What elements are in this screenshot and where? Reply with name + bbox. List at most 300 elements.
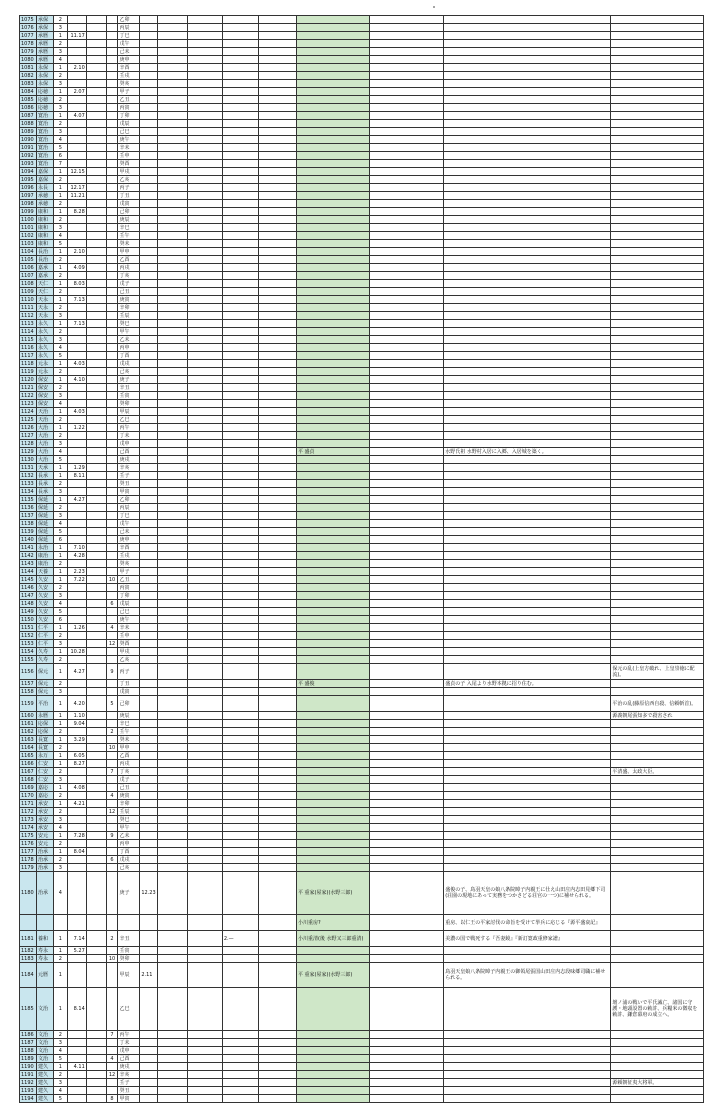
note-cell — [222, 1063, 259, 1071]
blank-cell — [157, 792, 188, 800]
blank-cell — [86, 432, 106, 440]
blank-cell — [157, 240, 188, 248]
era-year-cell: 1 — [53, 1063, 67, 1071]
blank-cell — [370, 600, 444, 608]
note-cell — [222, 224, 259, 232]
person-cell — [296, 96, 369, 104]
note-cell — [222, 64, 259, 72]
blank-cell — [259, 1079, 297, 1087]
description-cell — [444, 400, 611, 408]
date-cell — [140, 504, 157, 512]
era-year-cell: 5 — [53, 528, 67, 536]
description-cell — [444, 288, 611, 296]
kanshi-cell: 癸酉 — [118, 160, 140, 168]
era-year-cell: 1 — [53, 424, 67, 432]
person-cell — [296, 344, 369, 352]
description-cell — [444, 368, 611, 376]
table-row — [20, 192, 704, 200]
blank-cell — [157, 963, 188, 988]
blank-cell — [259, 832, 297, 840]
description-cell — [444, 600, 611, 608]
blank-cell — [259, 600, 297, 608]
leap-month-cell — [106, 344, 118, 352]
blank-cell — [259, 736, 297, 744]
blank-cell — [259, 64, 297, 72]
era-change-date-cell — [67, 768, 86, 776]
year-cell: 1176 — [20, 840, 37, 848]
description-cell — [444, 856, 611, 864]
date-cell — [140, 528, 157, 536]
event-cell — [611, 816, 704, 824]
person-cell — [296, 232, 369, 240]
note-cell — [222, 624, 259, 632]
era-cell: 安元 — [36, 840, 53, 848]
era-year-cell: 1 — [53, 552, 67, 560]
description-cell — [444, 120, 611, 128]
table-row — [20, 736, 704, 744]
era-change-date-cell: 4.21 — [67, 800, 86, 808]
person-cell: 平 重家(屋家)(水野三郎) — [296, 872, 369, 915]
note-cell: 2.— — [222, 931, 259, 947]
era-change-date-cell: 12.15 — [67, 168, 86, 176]
kanshi-cell: 戊申 — [118, 440, 140, 448]
era-change-date-cell — [67, 96, 86, 104]
event-cell — [611, 72, 704, 80]
blank-cell — [157, 744, 188, 752]
leap-month-cell — [106, 304, 118, 312]
kanshi-cell: 乙未 — [118, 832, 140, 840]
description-cell — [444, 472, 611, 480]
description-cell — [444, 200, 611, 208]
leap-month-cell — [106, 656, 118, 664]
person-cell — [296, 128, 369, 136]
description-cell — [444, 432, 611, 440]
era-change-date-cell — [67, 392, 86, 400]
note-cell — [222, 712, 259, 720]
date-cell — [140, 24, 157, 32]
person-cell — [296, 440, 369, 448]
era-year-cell: 2 — [53, 328, 67, 336]
era-year-cell: 3 — [53, 392, 67, 400]
description-cell — [444, 264, 611, 272]
era-cell: 嘉保 — [36, 168, 53, 176]
era-year-cell: 2 — [53, 856, 67, 864]
blank-cell — [157, 955, 188, 963]
event-cell — [611, 592, 704, 600]
note-cell — [222, 120, 259, 128]
kanshi-cell: 庚申 — [118, 56, 140, 64]
blank-cell — [188, 768, 223, 776]
kanshi-cell: 甲申 — [118, 248, 140, 256]
blank-cell — [370, 328, 444, 336]
description-cell — [444, 848, 611, 856]
era-cell: 天養 — [36, 568, 53, 576]
note-cell — [222, 1095, 259, 1103]
note-cell — [222, 1079, 259, 1087]
person-cell: 小川重清(後 水野又三郎重清) — [296, 931, 369, 947]
blank-cell — [370, 360, 444, 368]
person-cell — [296, 864, 369, 872]
year-cell: 1126 — [20, 424, 37, 432]
event-cell — [611, 600, 704, 608]
description-cell — [444, 1095, 611, 1103]
blank-cell — [259, 744, 297, 752]
person-cell — [296, 988, 369, 1031]
description-cell — [444, 512, 611, 520]
note-cell — [222, 464, 259, 472]
leap-month-cell — [106, 296, 118, 304]
blank-cell — [157, 288, 188, 296]
kanshi-cell: 戊寅 — [118, 688, 140, 696]
person-cell — [296, 696, 369, 712]
blank-cell — [86, 1047, 106, 1055]
blank-cell — [157, 488, 188, 496]
person-cell — [296, 152, 369, 160]
era-change-date-cell: 4.10 — [67, 376, 86, 384]
event-cell — [611, 376, 704, 384]
blank-cell — [86, 336, 106, 344]
blank-cell — [86, 392, 106, 400]
date-cell — [140, 632, 157, 640]
year-cell: 1169 — [20, 784, 37, 792]
blank-cell — [259, 856, 297, 864]
blank-cell — [86, 120, 106, 128]
date-cell — [140, 832, 157, 840]
era-cell: 治承 — [36, 856, 53, 864]
blank-cell — [86, 744, 106, 752]
leap-month-cell — [106, 592, 118, 600]
kanshi-cell: 己卯 — [118, 696, 140, 712]
blank-cell — [370, 400, 444, 408]
kanshi-cell: 庚午 — [118, 616, 140, 624]
blank-cell — [259, 624, 297, 632]
blank-cell — [370, 947, 444, 955]
person-cell — [296, 1047, 369, 1055]
kanshi-cell: 庚寅 — [118, 792, 140, 800]
kanshi-cell: 癸卯 — [118, 955, 140, 963]
description-cell — [444, 104, 611, 112]
kanshi-cell: 丁卯 — [118, 592, 140, 600]
event-cell: 平治の乱(藤原信西自殺、信頼斬首)。 — [611, 696, 704, 712]
era-year-cell: 2 — [53, 96, 67, 104]
year-cell: 1187 — [20, 1039, 37, 1047]
table-row — [20, 648, 704, 656]
leap-month-cell — [106, 816, 118, 824]
blank-cell — [157, 915, 188, 931]
blank-cell — [188, 432, 223, 440]
year-cell: 1112 — [20, 312, 37, 320]
event-cell — [611, 432, 704, 440]
description-cell — [444, 1071, 611, 1079]
table-row — [20, 688, 704, 696]
event-cell — [611, 160, 704, 168]
person-cell — [296, 784, 369, 792]
blank-cell — [370, 1071, 444, 1079]
blank-cell — [188, 264, 223, 272]
leap-month-cell — [106, 480, 118, 488]
leap-month-cell — [106, 464, 118, 472]
event-cell — [611, 264, 704, 272]
era-cell: 保安 — [36, 384, 53, 392]
description-cell — [444, 664, 611, 680]
era-year-cell: 1 — [53, 568, 67, 576]
description-cell — [444, 280, 611, 288]
kanshi-cell: 庚辰 — [118, 712, 140, 720]
kanshi-cell: 己丑 — [118, 288, 140, 296]
blank-cell — [259, 480, 297, 488]
person-cell — [296, 1031, 369, 1039]
blank-cell — [86, 640, 106, 648]
note-cell — [222, 963, 259, 988]
note-cell — [222, 808, 259, 816]
note-cell — [222, 728, 259, 736]
era-cell: 保安 — [36, 392, 53, 400]
table-row — [20, 1071, 704, 1079]
blank-cell — [86, 712, 106, 720]
blank-cell — [370, 955, 444, 963]
blank-cell — [259, 408, 297, 416]
era-cell: 文治 — [36, 1055, 53, 1063]
era-year-cell: 4 — [53, 448, 67, 456]
event-cell — [611, 1095, 704, 1103]
table-row — [20, 616, 704, 624]
era-cell: 承徳 — [36, 192, 53, 200]
description-cell — [444, 416, 611, 424]
kanshi-cell: 戊申 — [118, 1047, 140, 1055]
year-cell: 1150 — [20, 616, 37, 624]
era-cell: 建久 — [36, 1063, 53, 1071]
kanshi-cell: 甲寅 — [118, 1095, 140, 1103]
blank-cell — [86, 915, 106, 931]
leap-month-cell: 12 — [106, 808, 118, 816]
kanshi-cell: 丁酉 — [118, 848, 140, 856]
date-cell — [140, 592, 157, 600]
person-cell — [296, 88, 369, 96]
era-change-date-cell — [67, 80, 86, 88]
era-cell: 寛治 — [36, 120, 53, 128]
description-cell — [444, 688, 611, 696]
table-row — [20, 224, 704, 232]
blank-cell — [86, 1071, 106, 1079]
note-cell — [222, 312, 259, 320]
blank-cell — [86, 496, 106, 504]
year-cell: 1100 — [20, 216, 37, 224]
event-cell — [611, 931, 704, 947]
blank-cell — [370, 288, 444, 296]
blank-cell — [86, 408, 106, 416]
event-cell — [611, 496, 704, 504]
kanshi-cell: 庚午 — [118, 136, 140, 144]
blank-cell — [86, 528, 106, 536]
blank-cell — [86, 988, 106, 1031]
date-cell — [140, 1063, 157, 1071]
person-cell — [296, 336, 369, 344]
era-year-cell: 1 — [53, 696, 67, 712]
leap-month-cell: 12 — [106, 1071, 118, 1079]
year-cell: 1189 — [20, 1055, 37, 1063]
blank-cell — [157, 96, 188, 104]
event-cell — [611, 1087, 704, 1095]
blank-cell — [259, 512, 297, 520]
event-cell — [611, 504, 704, 512]
era-year-cell: 2 — [53, 792, 67, 800]
kanshi-cell: 辛未 — [118, 144, 140, 152]
year-cell: 1140 — [20, 536, 37, 544]
year-cell: 1108 — [20, 280, 37, 288]
blank-cell — [86, 955, 106, 963]
blank-cell — [370, 352, 444, 360]
date-cell — [140, 640, 157, 648]
person-cell — [296, 632, 369, 640]
year-cell: 1114 — [20, 328, 37, 336]
blank-cell — [188, 280, 223, 288]
person-cell — [296, 256, 369, 264]
leap-month-cell: 12 — [106, 640, 118, 648]
year-cell: 1158 — [20, 688, 37, 696]
era-change-date-cell — [67, 1047, 86, 1055]
era-change-date-cell: 4.07 — [67, 112, 86, 120]
blank-cell — [157, 480, 188, 488]
note-cell — [222, 720, 259, 728]
leap-month-cell: 7 — [106, 1031, 118, 1039]
table-row — [20, 768, 704, 776]
blank-cell — [370, 576, 444, 584]
blank-cell — [157, 272, 188, 280]
era-cell: 嘉承 — [36, 264, 53, 272]
era-cell — [36, 915, 53, 931]
leap-month-cell — [106, 240, 118, 248]
description-cell — [444, 384, 611, 392]
blank-cell — [86, 216, 106, 224]
event-cell — [611, 64, 704, 72]
blank-cell — [370, 616, 444, 624]
table-row — [20, 288, 704, 296]
person-cell — [296, 840, 369, 848]
era-year-cell: 2 — [53, 480, 67, 488]
table-row — [20, 440, 704, 448]
era-cell: 承安 — [36, 808, 53, 816]
event-cell — [611, 640, 704, 648]
blank-cell — [157, 536, 188, 544]
date-cell — [140, 824, 157, 832]
description-cell — [444, 256, 611, 264]
blank-cell — [157, 128, 188, 136]
event-cell — [611, 656, 704, 664]
era-year-cell: 6 — [53, 152, 67, 160]
event-cell — [611, 568, 704, 576]
blank-cell — [86, 192, 106, 200]
blank-cell — [157, 32, 188, 40]
description-cell — [444, 720, 611, 728]
era-year-cell: 2 — [53, 256, 67, 264]
era-year-cell: 1 — [53, 472, 67, 480]
table-row — [20, 376, 704, 384]
year-cell: 1184 — [20, 963, 37, 988]
table-row — [20, 576, 704, 584]
era-change-date-cell — [67, 136, 86, 144]
blank-cell — [188, 1063, 223, 1071]
leap-month-cell — [106, 988, 118, 1031]
blank-cell — [370, 192, 444, 200]
description-cell — [444, 808, 611, 816]
description-cell — [444, 360, 611, 368]
blank-cell — [370, 1095, 444, 1103]
blank-cell — [188, 568, 223, 576]
year-cell: 1090 — [20, 136, 37, 144]
blank-cell — [157, 392, 188, 400]
person-cell — [296, 216, 369, 224]
person-cell — [296, 272, 369, 280]
table-row — [20, 488, 704, 496]
blank-cell — [188, 80, 223, 88]
blank-cell — [157, 560, 188, 568]
year-cell: 1101 — [20, 224, 37, 232]
blank-cell — [86, 608, 106, 616]
note-cell — [222, 376, 259, 384]
blank-cell — [188, 728, 223, 736]
blank-cell — [370, 592, 444, 600]
blank-cell — [370, 152, 444, 160]
description-cell — [444, 760, 611, 768]
blank-cell — [370, 312, 444, 320]
kanshi-cell: 甲子 — [118, 568, 140, 576]
blank-cell — [188, 144, 223, 152]
blank-cell — [157, 624, 188, 632]
blank-cell — [86, 560, 106, 568]
kanshi-cell: 乙酉 — [118, 752, 140, 760]
year-cell: 1078 — [20, 40, 37, 48]
kanshi-cell: 辛酉 — [118, 544, 140, 552]
note-cell — [222, 592, 259, 600]
blank-cell — [259, 224, 297, 232]
blank-cell — [370, 416, 444, 424]
leap-month-cell — [106, 136, 118, 144]
blank-cell — [370, 664, 444, 680]
era-year-cell: 1 — [53, 760, 67, 768]
blank-cell — [259, 720, 297, 728]
blank-cell — [259, 376, 297, 384]
note-cell — [222, 112, 259, 120]
era-year-cell — [53, 915, 67, 931]
blank-cell — [188, 304, 223, 312]
description-cell — [444, 800, 611, 808]
year-cell: 1137 — [20, 512, 37, 520]
blank-cell — [157, 472, 188, 480]
blank-cell — [188, 72, 223, 80]
leap-month-cell — [106, 288, 118, 296]
era-year-cell: 2 — [53, 504, 67, 512]
blank-cell — [157, 568, 188, 576]
year-cell: 1188 — [20, 1047, 37, 1055]
blank-cell — [259, 272, 297, 280]
leap-month-cell — [106, 1039, 118, 1047]
table-row — [20, 328, 704, 336]
kanshi-cell: 辛卯 — [118, 304, 140, 312]
leap-month-cell — [106, 712, 118, 720]
description-cell — [444, 272, 611, 280]
blank-cell — [370, 184, 444, 192]
description-cell — [444, 1063, 611, 1071]
kanshi-cell: 乙丑 — [118, 576, 140, 584]
leap-month-cell — [106, 472, 118, 480]
era-year-cell: 3 — [53, 24, 67, 32]
note-cell — [222, 48, 259, 56]
blank-cell — [259, 48, 297, 56]
description-cell — [444, 184, 611, 192]
year-cell: 1097 — [20, 192, 37, 200]
kanshi-cell: 庚寅 — [118, 296, 140, 304]
blank-cell — [370, 544, 444, 552]
